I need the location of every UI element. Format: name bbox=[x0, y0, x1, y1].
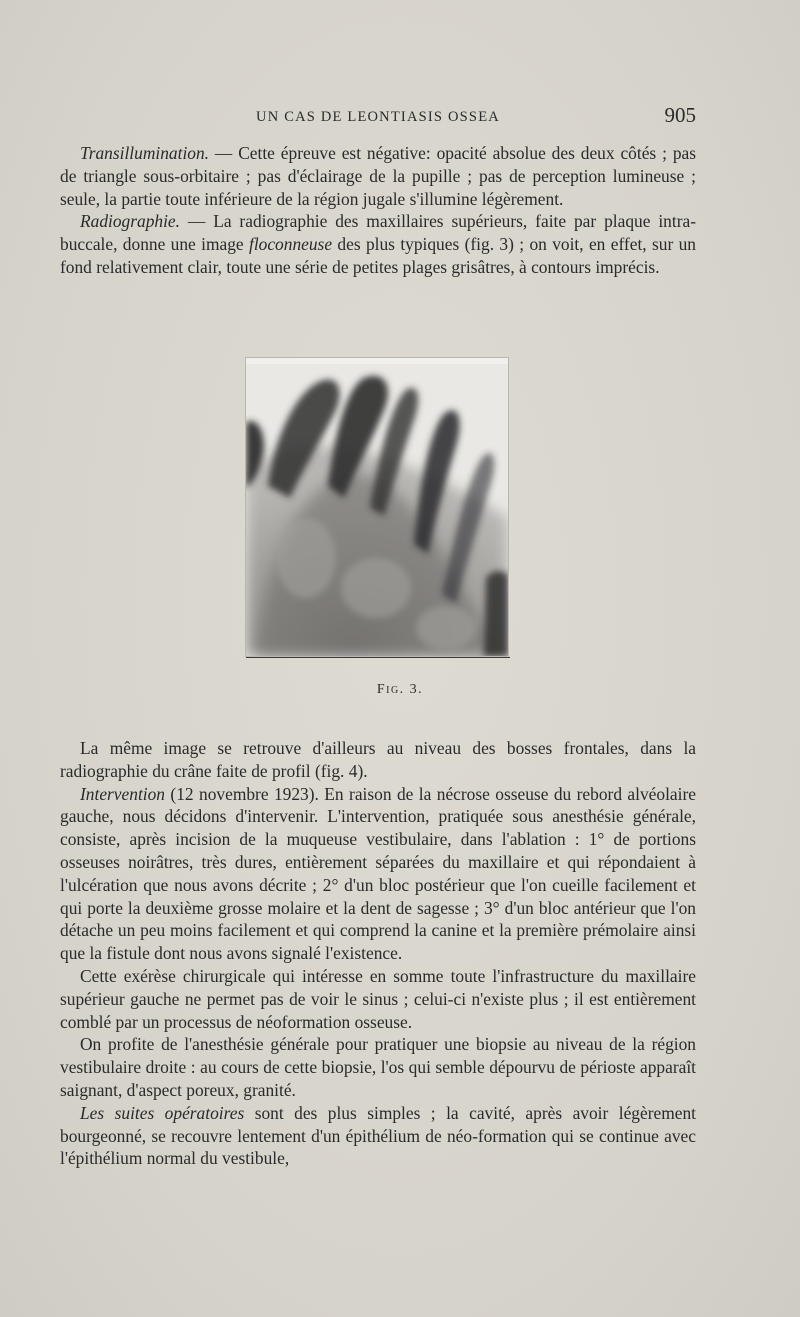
paragraph-text: La même image se retrouve d'ailleurs au niveau des bosses frontales, dans la radiographie du crâne faite de profil (fig. 4). bbox=[60, 738, 696, 781]
paragraph-text: sont des plus simples ; la cavité, après avoir légèrement bourgeonné, se recouvre lentement d'un épithélium de néo-formation qui se continue avec l'épithélium normal du vestibule, bbox=[60, 1102, 696, 1169]
figure-caption-text: Fig. 3. bbox=[376, 682, 424, 697]
figure-bottom-rule bbox=[246, 657, 510, 658]
paragraph-lead: Radiographie. bbox=[80, 211, 180, 232]
page-number: 905 bbox=[664, 103, 696, 127]
radiograph-image bbox=[246, 358, 508, 656]
paragraph-lead: Transillumination. bbox=[80, 143, 210, 163]
paragraph-biopsie bbox=[60, 1033, 696, 1101]
paragraph-suites-operatoires bbox=[60, 1102, 696, 1170]
emphasis-word: floconneuse bbox=[248, 234, 333, 255]
running-head bbox=[60, 103, 696, 129]
text-block-bottom bbox=[60, 737, 696, 1170]
paragraph-text: des plus typiques (fig. 3) ; on voit, en effet, sur un fond relativement clair, toute une série de petites plages grisâtres, à contours imprécis. bbox=[60, 234, 696, 277]
paragraph-transillumination bbox=[60, 142, 696, 210]
paragraph-text: (12 novembre 1923). En raison de la nécrose osseuse du rebord alvéolaire gauche, nous décidons d'intervenir. L'intervention, pratiquée sous anesthésie générale, consiste, après incision de la muqueuse vestibulaire, dans l'ablation : 1° de portions osseuses noirâtres, très dures, entièrement séparées du maxillaire et qui répondaient à l'ulcération que nous avons décrite ; 2° d'un bloc postérieur que l'on cueille facilement et qui porte la deuxième grosse molaire et la dent de sagesse ; 3° d'un bloc antérieur que l'on détache un peu moins facilement et qui comprend la canine et la première prémolaire ainsi que la fistule dont nous avons signalé l'existence. bbox=[60, 783, 696, 964]
paragraph-text: Cette exérèse chirurgicale qui intéresse en somme toute l'infrastructure du maxillaire supérieur gauche ne permet pas de voir le sinus ; celui-ci n'existe plus ; il est entièrement comblé par un processus de néoformation osseuse. bbox=[60, 965, 696, 1032]
paragraph-bosses-frontales bbox=[60, 737, 696, 783]
paragraph-exerese bbox=[60, 965, 696, 1033]
paragraph-lead: Intervention bbox=[80, 783, 165, 804]
paragraph-radiographie bbox=[60, 210, 696, 278]
paragraph-text: — La radiographie des maxillaires supérieurs, faite par plaque intra-buccale, donne une image bbox=[60, 211, 696, 255]
paragraph-lead: Les suites opératoires bbox=[80, 1102, 245, 1123]
text-block-top bbox=[60, 142, 696, 279]
figure-caption bbox=[0, 682, 800, 698]
paragraph-text: — Cette épreuve est négative: opacité absolue des deux côtés ; pas de triangle sous-orbitaire ; pas d'éclairage de la pupille ; pas de perception lumineuse ; seule, la partie toute inférieure de la région jugale s'illumine légèrement. bbox=[60, 143, 696, 209]
radiograph-figure bbox=[246, 358, 508, 656]
paragraph-text: On profite de l'anesthésie générale pour pratiquer une biopsie au niveau de la région vestibulaire droite : au cours de cette biopsie, l'os qui semble dépourvu de périoste apparaît saignant, d'aspect poreux, granité. bbox=[60, 1034, 696, 1100]
paragraph-intervention bbox=[60, 783, 696, 965]
running-title: UN CAS DE LEONTIASIS OSSEA bbox=[256, 109, 500, 125]
